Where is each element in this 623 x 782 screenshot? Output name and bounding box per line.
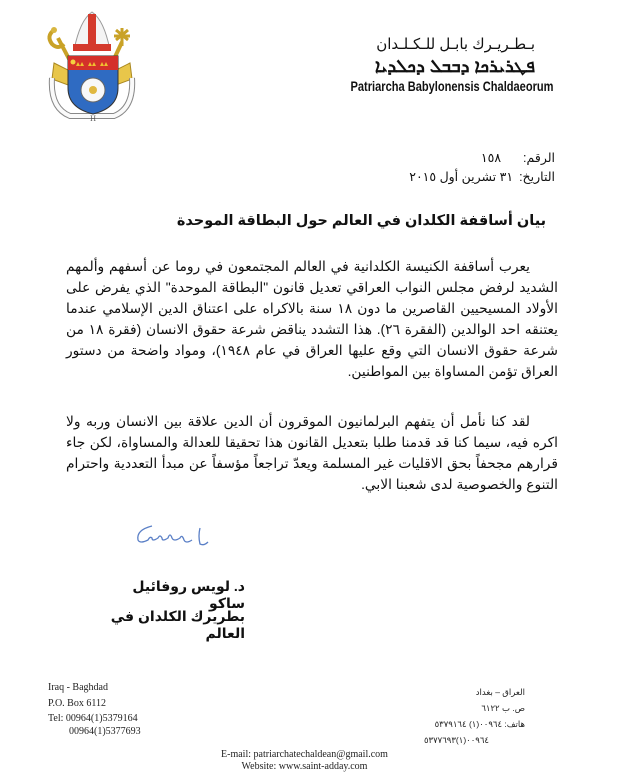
footer-tel-1-arabic: هاتف: ٠٠٩٦٤(١) ٥٣٧٩١٦٤ bbox=[434, 719, 525, 729]
footer-website[interactable]: Website: www.saint-adday.com bbox=[241, 761, 368, 772]
reference-date-row bbox=[409, 168, 555, 187]
reference-date-label: التاريخ: bbox=[519, 170, 555, 184]
signatory-name: د. لويس روفائيل ساكو bbox=[132, 578, 245, 611]
document-title-text: بيان أساقفة الكلدان في العالم حول البطاقة الموحدة bbox=[176, 213, 547, 229]
svg-text:H: H bbox=[89, 115, 97, 123]
footer-tel-2-arabic: ٠٠٩٦٤(١)٥٣٧٧٦٩٣ bbox=[423, 735, 489, 745]
coat-of-arms-icon bbox=[40, 8, 145, 128]
signatory-title: بطريرك الكلدان في العالم bbox=[110, 608, 245, 641]
letterhead-syriac-name: ܦܛܪܝܪܟܐ ܕܒܒܠ ܕܟܠܕܝܐ bbox=[374, 56, 535, 76]
letterhead-arabic-name: بـطـريـرك بابـل للـكـلـدان bbox=[376, 36, 535, 53]
footer-address-english bbox=[48, 680, 141, 738]
footer-city-arabic: العراق – بغداد bbox=[475, 687, 525, 697]
letterhead bbox=[310, 36, 554, 94]
reference-number-row bbox=[409, 149, 555, 168]
paragraph-text: يعرب أساقفة الكنيسة الكلدانية في العالم المجتمعون في روما عن أسفهم وألمهم الشديد لرفض مجلس النواب العراقي تعديل قانون "البطاقة الموحدة" الذي يفرض على الأولاد المسيحيين القاصرين ما دون ١٨ سنة بالاكراه على اعتناق الدين الإسلامي عندما يعتنقه احد الوالدين (الفقرة ٢٦). هذا التشدد يناقض شرعة حقوق الانسان (فقرة ١٨ من شرعة حقوق الانسان التي وقع عليها العراق في عام ١٩٤٨)، ومواد واضحة من دستور العراق تؤمن المساواة بين المواطنين. bbox=[66, 259, 559, 379]
footer-po-box: P.O. Box 6112 bbox=[48, 698, 106, 709]
handwritten-signature-icon bbox=[130, 518, 210, 548]
footer-tel-1: Tel: 00964(1)5379164 bbox=[48, 713, 138, 724]
letterhead-latin-name: Patriarcha Babylonensis Chaldaeorum bbox=[350, 79, 554, 94]
body-paragraph-1 bbox=[66, 256, 558, 382]
footer-po-box-arabic: ص. ب ٦١٢٢ bbox=[481, 703, 525, 713]
reference-number-label: الرقم: bbox=[523, 151, 555, 165]
footer-address-arabic bbox=[424, 684, 525, 748]
body-paragraph-2 bbox=[66, 411, 558, 495]
reference-block bbox=[409, 149, 555, 187]
document-title bbox=[0, 213, 623, 229]
footer-contact bbox=[0, 749, 623, 773]
reference-date-value: ٣١ تشرين أول ٢٠١٥ bbox=[409, 170, 514, 184]
footer-tel-2: 00964(1)5377693 bbox=[69, 726, 141, 737]
paragraph-text: لقد كنا نأمل أن يتفهم البرلمانيون الموقرون أن الدين علاقة بين الانسان وربه ولا اكره فيه، سيما كنا قد قدمنا طلبا بتعديل القانون هذا تحقيقا للعدالة والمساواة، لكن جاء قرارهم مجحفاً بحق الاقليات غير المسلمة ويعدّ تراجعاً مؤسفاً عن مبدأ التعددية واحترام التنوع والخصوصية لدى شعبنا الابي. bbox=[66, 414, 558, 492]
footer-email[interactable]: E-mail: patriarchatechaldean@gmail.com bbox=[221, 749, 388, 760]
footer-city: Iraq - Baghdad bbox=[48, 682, 108, 693]
reference-number-value: ١٥٨ bbox=[480, 151, 502, 165]
